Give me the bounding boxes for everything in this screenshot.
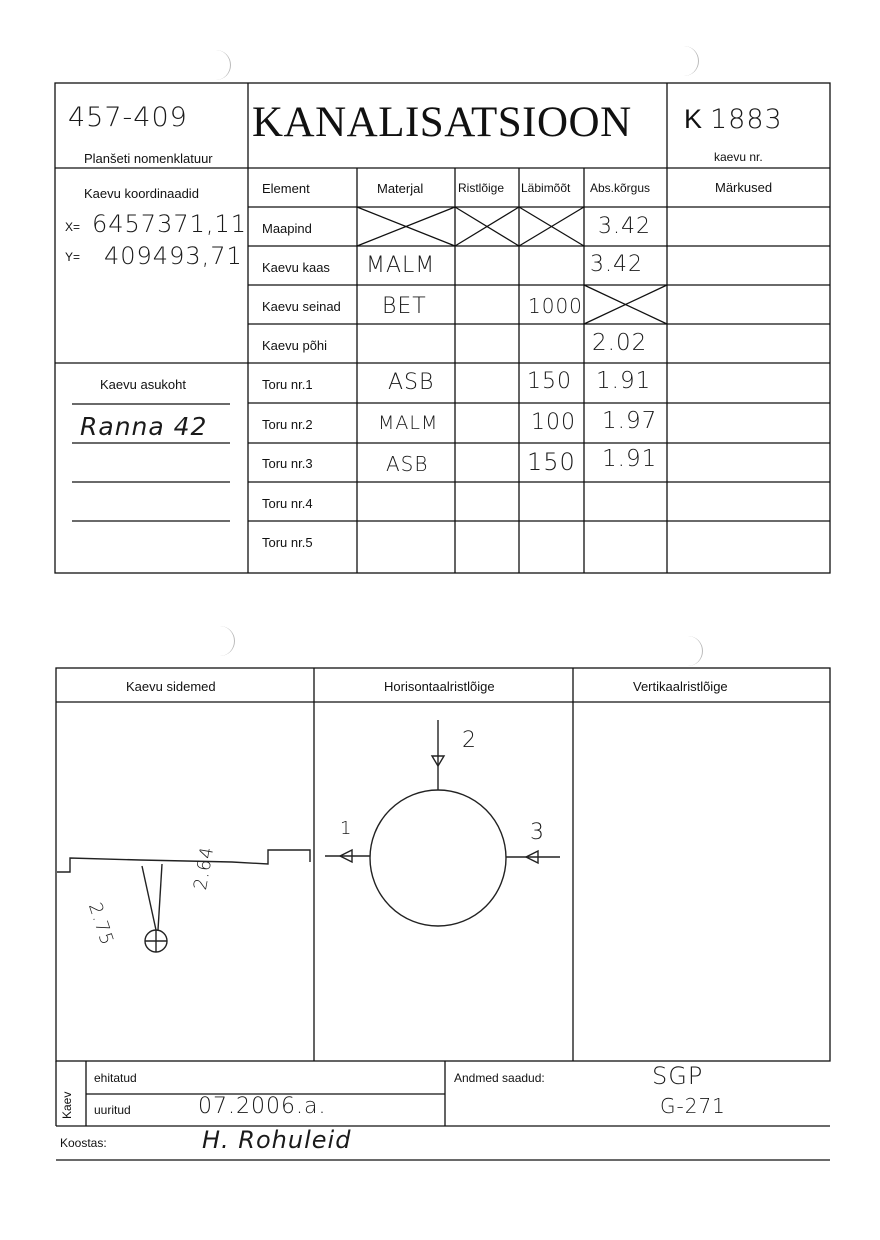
pipe-1-label: 1	[340, 818, 353, 839]
vertical-section-label: Vertikaalristlõige	[633, 679, 728, 694]
well-number: 1883	[710, 104, 783, 135]
author-value: H. Rohuleid	[202, 1126, 352, 1154]
x-value: 6457371,11	[92, 210, 248, 238]
col-header-cross: Ristlõige	[458, 181, 505, 195]
cell-material: ASB	[386, 452, 429, 476]
col-header-diameter: Läbimõõt	[521, 181, 571, 195]
row-element: Toru nr.1	[262, 377, 313, 392]
sketch-dimension: 2.64	[190, 844, 219, 892]
cell-diameter: 150	[527, 369, 572, 394]
coordinates-label: Kaevu koordinaadid	[84, 186, 199, 201]
x-label: X=	[65, 220, 81, 234]
cell-height: 3.42	[590, 252, 643, 277]
horizontal-section-label: Horisontaalristlõige	[384, 679, 495, 694]
cell-material: MALM	[366, 253, 436, 278]
cell-height: 1.91	[602, 446, 658, 472]
row-element: Maapind	[262, 221, 312, 236]
connections-label: Kaevu sidemed	[126, 679, 216, 694]
col-header-notes: Märkused	[715, 180, 773, 195]
row-element: Kaevu põhi	[262, 338, 328, 353]
updated-value: 07.2006.a.	[198, 1094, 327, 1119]
updated-label: uuritud	[94, 1103, 131, 1117]
cell-height: 1.91	[596, 368, 652, 394]
sheet-code: 457-409	[68, 102, 188, 133]
well-prefix: K	[684, 104, 703, 134]
cell-diameter: 1000	[528, 294, 583, 318]
cell-material: ASB	[388, 370, 435, 395]
kaev-label: Kaev	[60, 1091, 74, 1119]
location-label: Kaevu asukoht	[100, 377, 187, 392]
cell-height: 1.97	[602, 408, 658, 434]
cell-material: BET	[382, 294, 427, 319]
well-label: kaevu nr.	[714, 150, 763, 164]
y-value: 409493,71	[104, 242, 243, 270]
y-label: Y=	[65, 250, 81, 264]
source-value: SGP	[652, 1062, 704, 1090]
built-label: ehitatud	[94, 1071, 137, 1085]
row-element: Toru nr.4	[262, 496, 313, 511]
col-header-material: Materjal	[377, 181, 424, 196]
cell-diameter: 100	[531, 410, 576, 435]
cell-height: 3.42	[598, 214, 651, 239]
source-label: Andmed saadud:	[454, 1071, 545, 1085]
author-label: Koostas:	[60, 1136, 107, 1150]
location-value: Ranna 42	[80, 412, 208, 441]
cell-height: 2.02	[592, 330, 648, 356]
source-value: G-271	[660, 1094, 726, 1118]
col-header-height: Abs.kõrgus	[590, 181, 651, 195]
sheet-label: Planšeti nomenklatuur	[84, 151, 213, 166]
row-element: Toru nr.5	[262, 535, 313, 550]
page-title: KANALISATSIOON	[252, 99, 632, 146]
row-element: Kaevu kaas	[262, 260, 330, 275]
pipe-3-label: 3	[530, 820, 545, 845]
row-element: Kaevu seinad	[262, 299, 341, 314]
cell-material: MALM	[378, 412, 439, 434]
horizontal-section	[325, 720, 560, 926]
cell-diameter: 150	[527, 448, 576, 476]
col-header-element: Element	[262, 181, 310, 196]
row-element: Toru nr.2	[262, 417, 313, 432]
sketch-dimension: 2.75	[84, 900, 118, 949]
row-element: Toru nr.3	[262, 456, 313, 471]
pipe-2-label: 2	[462, 728, 477, 753]
